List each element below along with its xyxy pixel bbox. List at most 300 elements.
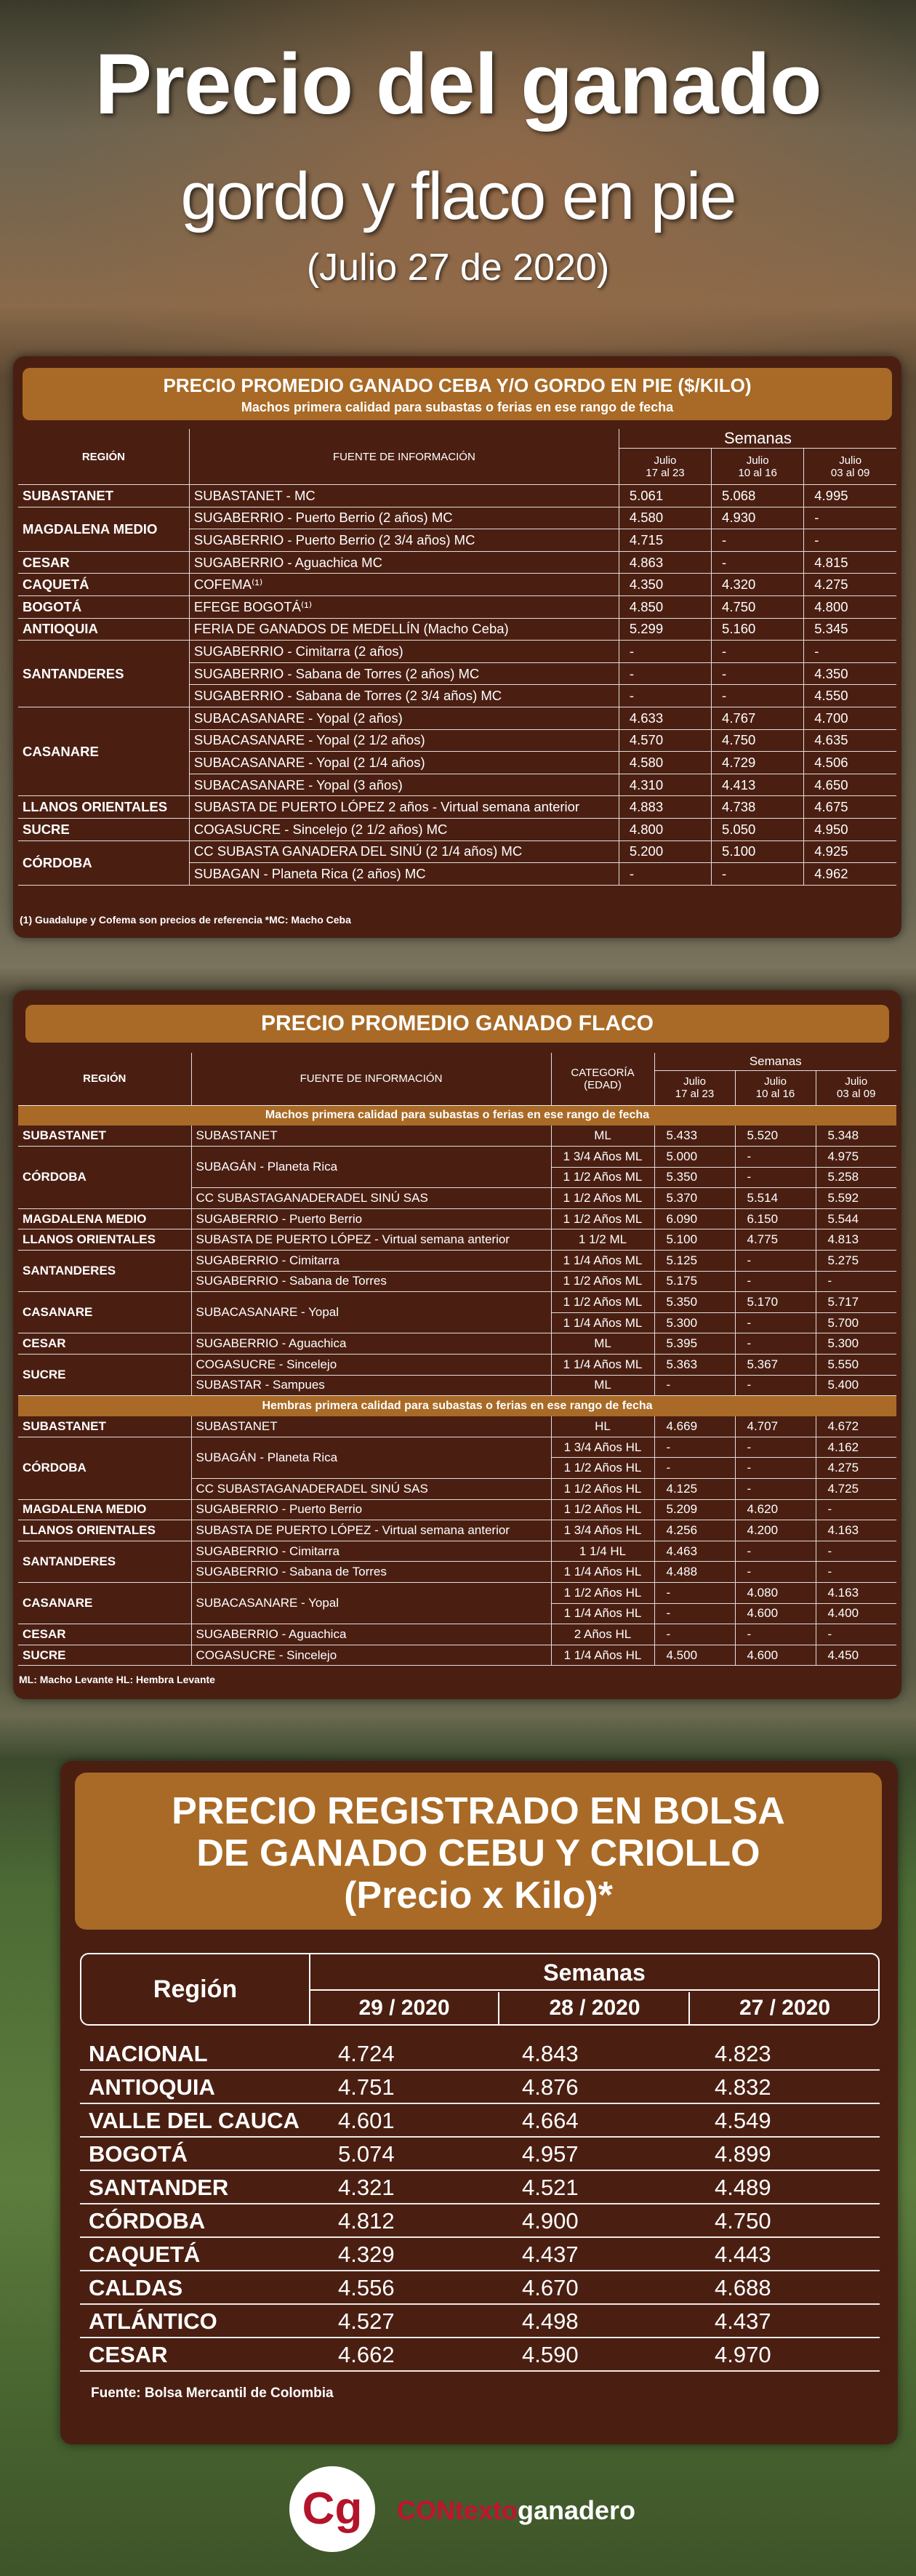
source-cell: CC SUBASTA GANADERA DEL SINÚ (2 1/4 años) MC	[189, 840, 619, 863]
value-cell: -	[712, 863, 804, 886]
table-row	[18, 1520, 896, 1541]
value-cell: 4.570	[619, 729, 711, 752]
value-cell: 4.930	[712, 507, 804, 529]
region-cell: CÓRDOBA	[18, 1437, 191, 1499]
value-cell: 4.310	[619, 774, 711, 796]
region-cell: CAQUETÁ	[18, 574, 189, 596]
value-cell: -	[654, 1375, 735, 1396]
value-cell: 4.750	[715, 2208, 771, 2234]
table-row	[18, 1355, 896, 1376]
value-cell: 4.850	[619, 595, 711, 618]
flaco-panel	[13, 990, 901, 1699]
bolsa-title-line3: (Precio x Kilo)*	[344, 1874, 613, 1917]
value-cell: 5.100	[712, 840, 804, 863]
source-cell: SUBAGAN - Planeta Rica (2 años) MC	[189, 863, 619, 886]
value-cell: 4.550	[804, 685, 896, 707]
gordo-table-body	[18, 485, 896, 886]
page-title: Precio del ganado	[95, 36, 821, 132]
category-cell: 1 1/4 Años HL	[551, 1645, 654, 1666]
value-cell: 4.162	[816, 1437, 896, 1458]
value-cell: -	[654, 1603, 735, 1624]
table-row	[18, 1582, 896, 1603]
category-cell: 1 1/2 Años ML	[551, 1271, 654, 1292]
source-cell: COFEMA⁽¹⁾	[189, 574, 619, 596]
region-cell: CÓRDOBA	[18, 1147, 191, 1209]
section-band	[18, 1396, 896, 1416]
logo-wordmark	[397, 2495, 635, 2526]
source-cell: COGASUCRE - Sincelejo (2 1/2 años) MC	[189, 818, 619, 840]
source-cell: SUBASTA DE PUERTO LÓPEZ 2 años - Virtual semana anterior	[189, 796, 619, 819]
value-cell: 5.350	[654, 1167, 735, 1188]
value-cell: 4.450	[816, 1645, 896, 1666]
value-cell: 4.900	[522, 2208, 579, 2234]
source-cell: SUGABERRIO - Sabana de Torres (2 años) MC	[189, 662, 619, 685]
source-cell: SUBACASANARE - Yopal (2 años)	[189, 707, 619, 729]
logo-word-b: ganadero	[518, 2495, 636, 2525]
value-cell: 5.433	[654, 1126, 735, 1147]
value-cell: 4.437	[522, 2242, 579, 2267]
value-cell: 6.090	[654, 1208, 735, 1229]
region-cell: LLANOS ORIENTALES	[18, 796, 189, 819]
region-cell: CÓRDOBA	[18, 840, 189, 885]
region-cell: ANTIOQUIA	[89, 2074, 215, 2100]
value-cell: 4.975	[816, 1147, 896, 1168]
value-cell: -	[735, 1147, 816, 1168]
value-cell: 4.725	[816, 1479, 896, 1500]
table-row	[80, 2204, 880, 2238]
gordo-table	[18, 429, 896, 886]
category-cell: 1 1/4 Años HL	[551, 1562, 654, 1583]
value-cell: 4.863	[619, 551, 711, 574]
value-cell: -	[712, 529, 804, 552]
source-cell: FERIA DE GANADOS DE MEDELLÍN (Macho Ceba)	[189, 618, 619, 641]
table-row	[18, 707, 896, 729]
source-cell: SUBASTANET - MC	[189, 485, 619, 507]
source-cell: SUGABERRIO - Cimitarra (2 años)	[189, 641, 619, 663]
category-cell: 1 3/4 Años HL	[551, 1520, 654, 1541]
value-cell: 4.950	[804, 818, 896, 840]
value-cell: 4.488	[654, 1562, 735, 1583]
value-cell: 5.050	[712, 818, 804, 840]
value-cell: 4.350	[619, 574, 711, 596]
region-cell: SUCRE	[18, 1645, 191, 1666]
region-cell: BOGOTÁ	[18, 595, 189, 618]
value-cell: 4.413	[712, 774, 804, 796]
value-cell: 5.717	[816, 1292, 896, 1313]
value-cell: 4.750	[712, 595, 804, 618]
bolsa-week-1: 29 / 2020	[310, 1992, 499, 2024]
section-label: Hembras primera calidad para subastas o ferias en ese rango de fecha	[18, 1396, 896, 1416]
value-cell: -	[735, 1167, 816, 1188]
region-cell: CASANARE	[18, 1582, 191, 1624]
page-date: (Julio 27 de 2020)	[306, 246, 610, 289]
source-cell: SUGABERRIO - Aguachica	[191, 1624, 551, 1645]
value-cell: -	[816, 1271, 896, 1292]
value-cell: 4.463	[654, 1541, 735, 1562]
value-cell: 5.345	[804, 618, 896, 641]
region-cell: CESAR	[89, 2342, 168, 2367]
value-cell: 4.556	[338, 2275, 395, 2300]
region-cell: MAGDALENA MEDIO	[18, 1499, 191, 1520]
gordo-footnote: (1) Guadalupe y Cofema son precios de referencia *MC: Macho Ceba	[20, 914, 351, 926]
table-row	[18, 551, 896, 574]
value-cell: 4.633	[619, 707, 711, 729]
category-cell: 2 Años HL	[551, 1624, 654, 1645]
value-cell: -	[654, 1624, 735, 1645]
source-cell: COGASUCRE - Sincelejo	[191, 1355, 551, 1376]
value-cell: -	[735, 1251, 816, 1272]
region-cell: NACIONAL	[89, 2041, 208, 2066]
value-cell: -	[735, 1479, 816, 1500]
value-cell: 5.544	[816, 1208, 896, 1229]
table-row	[18, 1541, 896, 1562]
value-cell: -	[712, 685, 804, 707]
value-cell: -	[654, 1437, 735, 1458]
contexto-ganadero-logo	[289, 2466, 636, 2561]
region-cell: SANTANDERES	[18, 1251, 191, 1292]
bolsa-title-line1: PRECIO REGISTRADO EN BOLSA	[172, 1790, 785, 1832]
value-cell: -	[735, 1375, 816, 1396]
value-cell: -	[735, 1541, 816, 1562]
bolsa-source: Fuente: Bolsa Mercantil de Colombia	[91, 2386, 334, 2401]
source-cell: SUBACASANARE - Yopal (3 años)	[189, 774, 619, 796]
value-cell: 4.670	[522, 2275, 579, 2300]
table-row	[80, 2338, 880, 2372]
value-cell: 5.074	[338, 2141, 395, 2167]
value-cell: 4.823	[715, 2041, 771, 2066]
value-cell: 4.832	[715, 2074, 771, 2100]
category-cell: 1 1/4 Años ML	[551, 1251, 654, 1272]
value-cell: -	[654, 1458, 735, 1479]
table-row	[18, 1292, 896, 1313]
table-row	[18, 485, 896, 507]
region-cell: MAGDALENA MEDIO	[18, 507, 189, 551]
source-cell: SUBASTANET	[191, 1416, 551, 1437]
value-cell: 5.395	[654, 1333, 735, 1355]
value-cell: 4.669	[654, 1416, 735, 1437]
gordo-week-2: Julio 10 al 16	[712, 449, 804, 485]
category-cell: 1 1/2 Años HL	[551, 1582, 654, 1603]
region-cell: CESAR	[18, 551, 189, 574]
value-cell: 4.925	[804, 840, 896, 863]
value-cell: -	[735, 1437, 816, 1458]
category-cell: 1 1/4 Años ML	[551, 1355, 654, 1376]
logo-mark: Cg	[289, 2466, 375, 2552]
table-row	[80, 2271, 880, 2305]
region-cell: SUCRE	[18, 1355, 191, 1396]
region-cell: SUBASTANET	[18, 1126, 191, 1147]
table-row	[18, 1333, 896, 1355]
bolsa-table-body	[80, 2037, 880, 2372]
value-cell: 5.348	[816, 1126, 896, 1147]
value-cell: 4.650	[804, 774, 896, 796]
table-row	[18, 1147, 896, 1168]
value-cell: 5.125	[654, 1251, 735, 1272]
category-cell: ML	[551, 1333, 654, 1355]
value-cell: 4.767	[712, 707, 804, 729]
value-cell: 5.350	[654, 1292, 735, 1313]
value-cell: 5.550	[816, 1355, 896, 1376]
source-cell: SUBASTANET	[191, 1126, 551, 1147]
value-cell: 5.514	[735, 1188, 816, 1209]
value-cell: 5.209	[654, 1499, 735, 1520]
region-cell: MAGDALENA MEDIO	[18, 1208, 191, 1229]
source-cell: SUBASTA DE PUERTO LÓPEZ - Virtual semana anterior	[191, 1229, 551, 1251]
category-cell: 1 3/4 Años HL	[551, 1437, 654, 1458]
table-row	[18, 840, 896, 863]
region-cell: ANTIOQUIA	[18, 618, 189, 641]
value-cell: 4.549	[715, 2108, 771, 2133]
category-cell: 1 1/2 Años HL	[551, 1499, 654, 1520]
value-cell: 4.700	[804, 707, 896, 729]
value-cell: 5.592	[816, 1188, 896, 1209]
region-cell: ATLÁNTICO	[89, 2308, 217, 2334]
region-cell: SANTANDERES	[18, 641, 189, 707]
bolsa-col-semanas: Semanas	[310, 1954, 878, 1991]
value-cell: -	[816, 1624, 896, 1645]
table-row	[80, 2305, 880, 2338]
value-cell: 4.899	[715, 2141, 771, 2167]
region-cell: VALLE DEL CAUCA	[89, 2108, 300, 2133]
value-cell: 4.750	[712, 729, 804, 752]
value-cell: 5.700	[816, 1312, 896, 1333]
value-cell: 5.367	[735, 1355, 816, 1376]
flaco-col-region: REGIÓN	[18, 1053, 191, 1105]
value-cell: 5.275	[816, 1251, 896, 1272]
category-cell: 1 1/2 Años ML	[551, 1167, 654, 1188]
region-cell: SUCRE	[18, 818, 189, 840]
value-cell: -	[804, 529, 896, 552]
category-cell: 1 1/4 Años HL	[551, 1603, 654, 1624]
region-cell: LLANOS ORIENTALES	[18, 1520, 191, 1541]
value-cell: 4.688	[715, 2275, 771, 2300]
value-cell: 4.662	[338, 2342, 395, 2367]
region-cell: CASANARE	[18, 707, 189, 795]
table-row	[18, 1499, 896, 1520]
value-cell: 5.175	[654, 1271, 735, 1292]
value-cell: 4.080	[735, 1582, 816, 1603]
region-cell: LLANOS ORIENTALES	[18, 1229, 191, 1251]
value-cell: 4.675	[804, 796, 896, 819]
table-row	[80, 2037, 880, 2071]
category-cell: 1 1/2 Años HL	[551, 1458, 654, 1479]
value-cell: 4.883	[619, 796, 711, 819]
value-cell: -	[712, 662, 804, 685]
value-cell: 5.061	[619, 485, 711, 507]
source-cell: SUGABERRIO - Puerto Berrio (2 3/4 años) MC	[189, 529, 619, 552]
value-cell: -	[619, 863, 711, 886]
value-cell: 4.601	[338, 2108, 395, 2133]
value-cell: 4.800	[619, 818, 711, 840]
source-cell: SUBASTA DE PUERTO LÓPEZ - Virtual semana anterior	[191, 1520, 551, 1541]
flaco-table-body	[18, 1105, 896, 1666]
value-cell: -	[712, 551, 804, 574]
region-cell: CESAR	[18, 1624, 191, 1645]
table-row	[18, 1416, 896, 1437]
gordo-panel	[13, 356, 901, 938]
source-cell: SUBACASANARE - Yopal	[191, 1292, 551, 1333]
value-cell: 4.775	[735, 1229, 816, 1251]
table-row	[80, 2238, 880, 2271]
section-label: Machos primera calidad para subastas o ferias en ese rango de fecha	[18, 1105, 896, 1126]
table-row	[18, 1126, 896, 1147]
table-row	[18, 1229, 896, 1251]
source-cell: SUGABERRIO - Sabana de Torres	[191, 1562, 551, 1583]
value-cell: -	[735, 1271, 816, 1292]
value-cell: 5.300	[816, 1333, 896, 1355]
region-cell: BOGOTÁ	[89, 2141, 188, 2167]
value-cell: 4.715	[619, 529, 711, 552]
gordo-col-semanas: Semanas	[619, 429, 896, 449]
value-cell: 4.256	[654, 1520, 735, 1541]
value-cell: 4.275	[816, 1458, 896, 1479]
value-cell: 5.258	[816, 1167, 896, 1188]
category-cell: 1 1/2 Años ML	[551, 1292, 654, 1313]
value-cell: 5.300	[654, 1312, 735, 1333]
region-cell: SANTANDERES	[18, 1541, 191, 1582]
bolsa-week-3: 27 / 2020	[739, 1996, 831, 2020]
category-cell: 1 1/2 Años HL	[551, 1479, 654, 1500]
flaco-week-1: Julio 17 al 23	[654, 1070, 735, 1105]
value-cell: 4.970	[715, 2342, 771, 2367]
value-cell: 5.299	[619, 618, 711, 641]
source-cell: SUGABERRIO - Sabana de Torres (2 3/4 años) MC	[189, 685, 619, 707]
table-row	[18, 1208, 896, 1229]
value-cell: 4.664	[522, 2108, 579, 2133]
value-cell: -	[735, 1312, 816, 1333]
value-cell: 4.437	[715, 2308, 771, 2334]
source-cell: COGASUCRE - Sincelejo	[191, 1645, 551, 1666]
value-cell: -	[735, 1458, 816, 1479]
source-cell: SUGABERRIO - Sabana de Torres	[191, 1271, 551, 1292]
table-row	[18, 1251, 896, 1272]
flaco-col-fuente: FUENTE DE INFORMACIÓN	[191, 1053, 551, 1105]
value-cell: 5.000	[654, 1147, 735, 1168]
value-cell: -	[816, 1562, 896, 1583]
category-cell: 1 1/2 Años ML	[551, 1188, 654, 1209]
value-cell: 4.620	[735, 1499, 816, 1520]
value-cell: 4.489	[715, 2175, 771, 2200]
bolsa-week-2: 28 / 2020	[501, 1992, 690, 2024]
section-band	[18, 1105, 896, 1126]
category-cell: HL	[551, 1416, 654, 1437]
value-cell: 4.815	[804, 551, 896, 574]
value-cell: 4.813	[816, 1229, 896, 1251]
source-cell: SUBACASANARE - Yopal (2 1/4 años)	[189, 752, 619, 774]
category-cell: 1 1/4 HL	[551, 1541, 654, 1562]
gordo-col-fuente: FUENTE DE INFORMACIÓN	[189, 429, 619, 485]
value-cell: 4.751	[338, 2074, 395, 2100]
source-cell: SUBASTAR - Sampues	[191, 1375, 551, 1396]
logo-word-a: CONtexto	[397, 2495, 518, 2525]
value-cell: 4.321	[338, 2175, 395, 2200]
value-cell: 4.527	[338, 2308, 395, 2334]
table-row	[18, 1437, 896, 1458]
table-row	[18, 1645, 896, 1666]
value-cell: 4.635	[804, 729, 896, 752]
value-cell: -	[804, 641, 896, 663]
gordo-week-1: Julio 17 al 23	[619, 449, 711, 485]
source-cell: CC SUBASTAGANADERADEL SINÚ SAS	[191, 1479, 551, 1500]
value-cell: 5.068	[712, 485, 804, 507]
value-cell: 4.400	[816, 1603, 896, 1624]
region-cell: CAQUETÁ	[89, 2242, 201, 2267]
value-cell: -	[735, 1624, 816, 1645]
value-cell: 4.812	[338, 2208, 395, 2234]
table-row	[18, 1624, 896, 1645]
flaco-title-bar: PRECIO PROMEDIO GANADO FLACO	[25, 1005, 889, 1043]
value-cell: 5.160	[712, 618, 804, 641]
source-cell: CC SUBASTAGANADERADEL SINÚ SAS	[191, 1188, 551, 1209]
value-cell: 4.800	[804, 595, 896, 618]
bolsa-table-header	[80, 1953, 880, 2026]
bolsa-panel	[60, 1761, 898, 2444]
flaco-col-categoria: CATEGORÍA (EDAD)	[551, 1053, 654, 1105]
flaco-week-2: Julio 10 al 16	[735, 1070, 816, 1105]
value-cell: 4.125	[654, 1479, 735, 1500]
source-cell: EFEGE BOGOTÁ⁽¹⁾	[189, 595, 619, 618]
value-cell: 4.724	[338, 2041, 395, 2066]
table-row	[18, 618, 896, 641]
flaco-week-3: Julio 03 al 09	[816, 1070, 896, 1105]
value-cell: 4.200	[735, 1520, 816, 1541]
value-cell: 4.320	[712, 574, 804, 596]
value-cell: 5.363	[654, 1355, 735, 1376]
category-cell: ML	[551, 1126, 654, 1147]
value-cell: -	[619, 641, 711, 663]
value-cell: 4.329	[338, 2242, 395, 2267]
source-cell: SUBAGÁN - Planeta Rica	[191, 1437, 551, 1478]
table-row	[80, 2138, 880, 2171]
value-cell: 4.600	[735, 1603, 816, 1624]
source-cell: SUGABERRIO - Puerto Berrio (2 años) MC	[189, 507, 619, 529]
gordo-title: PRECIO PROMEDIO GANADO CEBA Y/O GORDO EN PIE ($/KILO)	[163, 374, 752, 396]
flaco-table	[18, 1053, 896, 1666]
source-cell: SUGABERRIO - Aguachica	[191, 1333, 551, 1355]
source-cell: SUGABERRIO - Cimitarra	[191, 1541, 551, 1562]
region-cell: CASANARE	[18, 1292, 191, 1333]
category-cell: 1 1/4 Años ML	[551, 1312, 654, 1333]
gordo-title-bar	[23, 368, 892, 420]
region-cell: SANTANDER	[89, 2175, 229, 2200]
flaco-col-semanas: Semanas	[654, 1053, 896, 1070]
value-cell: 4.995	[804, 485, 896, 507]
table-row	[18, 796, 896, 819]
value-cell: 6.150	[735, 1208, 816, 1229]
value-cell: 4.500	[654, 1645, 735, 1666]
value-cell: 4.580	[619, 507, 711, 529]
value-cell: 4.738	[712, 796, 804, 819]
table-row	[18, 641, 896, 663]
flaco-footnote: ML: Macho Levante HL: Hembra Levante	[19, 1674, 215, 1685]
value-cell: 5.100	[654, 1229, 735, 1251]
value-cell: 4.707	[735, 1416, 816, 1437]
value-cell: 4.580	[619, 752, 711, 774]
value-cell: -	[619, 662, 711, 685]
value-cell: 5.170	[735, 1292, 816, 1313]
bolsa-title-box	[75, 1773, 882, 1930]
value-cell: -	[735, 1562, 816, 1583]
gordo-week-3: Julio 03 al 09	[804, 449, 896, 485]
table-row	[80, 2171, 880, 2204]
value-cell: -	[712, 641, 804, 663]
value-cell: -	[816, 1541, 896, 1562]
value-cell: 4.275	[804, 574, 896, 596]
page-subtitle: gordo y flaco en pie	[180, 159, 736, 233]
value-cell: -	[654, 1582, 735, 1603]
region-cell: SUBASTANET	[18, 485, 189, 507]
source-cell: SUGABERRIO - Aguachica MC	[189, 551, 619, 574]
